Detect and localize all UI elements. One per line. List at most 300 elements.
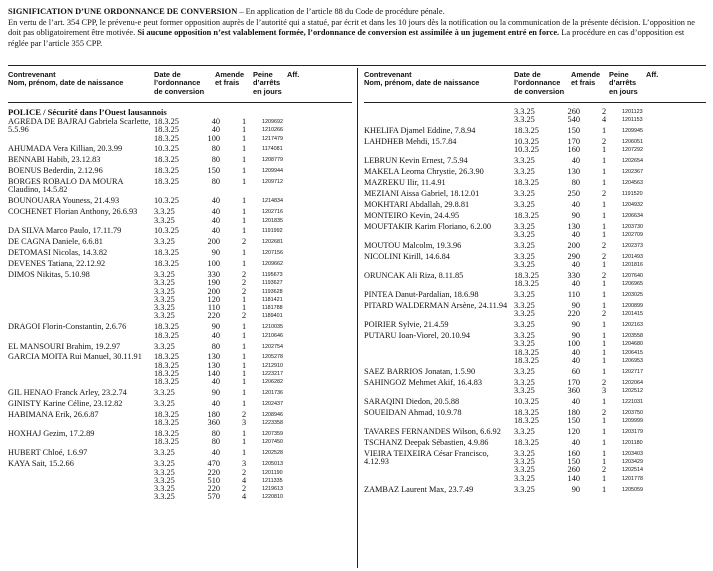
order-date: 18.3.25	[154, 133, 179, 143]
order-row	[154, 217, 352, 225]
order-row	[154, 208, 352, 216]
order-date: 3.3.25	[514, 221, 535, 231]
detention-days: 1	[242, 352, 247, 362]
fine-amount: 100	[567, 339, 580, 349]
order-row	[154, 400, 352, 408]
offender-name: AHUMADA Vera Killian, 20.3.99	[8, 144, 123, 154]
fine-amount: 170	[567, 137, 580, 147]
offender-entry	[364, 179, 706, 187]
col-peine: Peine d’arrêts en jours	[253, 70, 282, 96]
offender-name: BOUNOUARA Youness, 21.4.93	[8, 196, 120, 206]
offender-entry	[364, 223, 706, 240]
case-number: 1208779	[262, 157, 283, 164]
notice-body-plain: En vertu de l’art. 354 CPP, le prévenu-e peut former opposition auprès de l’autorité qui a statué, par écrit et dans les 10 jours dès la notification ou la communication de la présente décision. L’opposition ne doit pas obligatoirement être motivée.	[8, 17, 695, 38]
detention-days: 2	[602, 240, 607, 250]
order-date: 3.3.25	[154, 484, 175, 494]
offender-name: SOUEIDAN Ahmad, 10.9.78	[364, 407, 462, 417]
offender-entry	[364, 428, 706, 436]
offender-entry	[364, 190, 706, 198]
order-row	[514, 302, 706, 310]
offender-entry	[8, 323, 352, 340]
order-row	[514, 168, 706, 176]
case-number: 1202512	[622, 388, 643, 394]
offender-name: GIL HENAO Franck Arley, 23.2.74	[8, 388, 127, 398]
order-date: 18.3.25	[154, 322, 179, 332]
detention-days: 1	[602, 355, 607, 365]
order-row	[514, 409, 706, 417]
case-number: 1202717	[622, 368, 643, 375]
fine-amount: 160	[567, 145, 580, 155]
order-row	[514, 108, 706, 116]
case-number: 1193628	[262, 288, 283, 295]
order-row	[154, 353, 352, 361]
order-date: 3.3.25	[514, 320, 535, 330]
case-number: 1201493	[622, 253, 643, 260]
case-number: 1191520	[622, 190, 643, 197]
fine-amount: 220	[567, 309, 580, 319]
order-date: 3.3.25	[514, 115, 535, 125]
detention-days: 2	[242, 278, 247, 288]
order-date: 3.3.25	[514, 465, 535, 475]
case-number: 1201180	[622, 439, 643, 446]
case-number: 1204932	[622, 201, 643, 208]
order-date: 18.3.25	[514, 355, 539, 365]
order-row	[514, 368, 706, 376]
order-date: 18.3.25	[514, 210, 539, 220]
fine-amount: 130	[207, 360, 220, 370]
offender-entry	[364, 332, 706, 365]
case-number: 1202437	[262, 401, 283, 408]
detention-days: 3	[242, 459, 247, 469]
fine-amount: 330	[207, 269, 220, 279]
order-row	[514, 261, 706, 269]
detention-days: 1	[242, 248, 247, 258]
case-number: 1211335	[262, 477, 283, 484]
offender-entry	[364, 368, 706, 376]
order-date: 18.3.25	[154, 410, 179, 419]
case-number: 1203558	[622, 333, 643, 340]
offender-entry	[8, 227, 352, 235]
order-date: 3.3.25	[514, 156, 535, 166]
col-amende: Amende et frais	[571, 70, 601, 88]
order-row	[514, 201, 706, 209]
fine-amount: 40	[211, 226, 220, 236]
case-number: 1219613	[262, 486, 283, 493]
offender-name: MAKELA Leorna Chrystie, 26.3.90	[364, 167, 484, 177]
fine-amount: 540	[567, 115, 580, 125]
fine-amount: 80	[571, 178, 580, 188]
left-entry-list	[8, 118, 352, 502]
detention-days: 2	[242, 484, 247, 494]
order-row	[154, 249, 352, 257]
fine-amount: 150	[567, 457, 580, 467]
fine-amount: 40	[571, 279, 580, 289]
notice-body-end: La procédure en cas d’opposition est réglée par l’article 355 CPP.	[8, 28, 685, 48]
case-number: 1202064	[622, 379, 643, 386]
case-number: 1206051	[622, 139, 643, 146]
order-date: 3.3.25	[514, 377, 535, 387]
fine-amount: 90	[211, 248, 220, 258]
offender-entry	[364, 242, 706, 250]
case-number: 1203403	[622, 450, 643, 457]
fine-amount: 80	[211, 341, 220, 351]
detention-days: 1	[242, 429, 247, 439]
order-date: 18.3.25	[514, 347, 539, 357]
detention-days: 2	[602, 309, 607, 319]
detention-days: 1	[242, 369, 247, 379]
fine-amount: 130	[207, 352, 220, 362]
order-date: 10.3.25	[154, 196, 179, 206]
detention-days: 4	[242, 492, 247, 502]
order-date: 3.3.25	[514, 339, 535, 349]
case-number: 1201190	[262, 469, 283, 476]
order-row	[514, 231, 706, 239]
case-number: 1202716	[262, 209, 283, 216]
order-date: 18.3.25	[154, 259, 179, 269]
order-date: 18.3.25	[154, 369, 179, 379]
detention-days: 2	[242, 237, 247, 247]
case-number: 1209944	[262, 168, 283, 175]
case-number: 1209945	[622, 128, 643, 135]
order-date: 18.3.25	[514, 416, 539, 426]
detention-days: 1	[602, 300, 607, 310]
fine-amount: 40	[211, 207, 220, 217]
case-number: 1181421	[262, 296, 283, 303]
offender-entry	[364, 409, 706, 426]
case-number: 1210035	[262, 324, 283, 331]
fine-amount: 90	[571, 210, 580, 220]
header-divider	[8, 65, 706, 66]
offender-entry	[364, 168, 706, 176]
fine-amount: 40	[211, 399, 220, 409]
detention-days: 1	[242, 341, 247, 351]
order-row	[154, 430, 352, 438]
order-date: 3.3.25	[154, 475, 175, 485]
detention-days: 1	[602, 320, 607, 330]
order-row	[514, 450, 706, 458]
offender-entry	[364, 450, 706, 483]
detention-days: 1	[602, 210, 607, 220]
detention-days: 1	[242, 125, 247, 135]
detention-days: 1	[602, 347, 607, 357]
detention-days: 1	[242, 155, 247, 165]
order-date: 18.3.25	[154, 177, 179, 187]
fine-amount: 80	[211, 429, 220, 439]
detention-days: 1	[242, 448, 247, 458]
offender-entry	[364, 321, 706, 329]
offender-name: TAVARES FERNANDES Wilson, 6.6.92	[364, 426, 501, 436]
fine-amount: 60	[571, 366, 580, 376]
offender-entry	[8, 260, 352, 268]
fine-amount: 40	[571, 229, 580, 239]
order-row	[514, 212, 706, 220]
offender-name: HUBERT Chloé, 1.6.97	[8, 448, 88, 458]
order-row	[514, 223, 706, 231]
case-number: 1207292	[622, 147, 643, 154]
order-date: 3.3.25	[514, 366, 535, 376]
case-number: 1202528	[262, 450, 283, 457]
fine-amount: 80	[211, 177, 220, 187]
order-row	[514, 242, 706, 250]
order-date: 3.3.25	[154, 215, 175, 225]
order-date: 18.3.25	[154, 418, 179, 428]
fine-amount: 510	[207, 475, 220, 485]
order-row	[154, 411, 352, 419]
col-date: Date de l’ordonnance de conversion	[154, 70, 205, 96]
detention-days: 1	[602, 229, 607, 239]
left-table-header	[8, 68, 352, 103]
offender-entry	[8, 249, 352, 257]
offender-entry	[364, 379, 706, 396]
fine-amount: 130	[567, 221, 580, 231]
order-row	[154, 178, 352, 186]
fine-amount: 200	[207, 286, 220, 296]
fine-amount: 40	[211, 377, 220, 387]
case-number: 1205278	[262, 354, 283, 361]
case-number: 1206634	[622, 212, 643, 219]
detention-days: 1	[602, 331, 607, 341]
order-row	[514, 417, 706, 425]
order-row	[514, 310, 706, 318]
order-row	[514, 387, 706, 395]
detention-days: 1	[602, 259, 607, 269]
detention-days: 1	[602, 448, 607, 458]
offender-name: TSCHANZ Deepak Sébastien, 4.9.86	[364, 437, 489, 447]
order-row	[154, 167, 352, 175]
order-row	[154, 312, 352, 320]
fine-amount: 120	[567, 426, 580, 436]
order-date: 3.3.25	[154, 467, 175, 477]
order-row	[154, 118, 352, 126]
col-contrevenant: Contrevenant Nom, prénom, date de naissance	[8, 70, 124, 88]
offender-entry	[8, 389, 352, 397]
fine-amount: 250	[567, 188, 580, 198]
order-date: 10.3.25	[514, 396, 539, 406]
fine-amount: 40	[211, 125, 220, 135]
offender-entry	[8, 156, 352, 164]
order-date: 3.3.25	[514, 386, 535, 395]
order-row	[514, 332, 706, 340]
fine-amount: 570	[207, 492, 220, 502]
notice-title-suffix: – En application de l’article 88 du Code de procédure pénale.	[237, 7, 445, 16]
offender-name: DEVENES Tatiana, 22.12.92	[8, 259, 106, 269]
offender-name: DRAGOI Florin-Constantin, 2.6.76	[8, 322, 127, 332]
case-number: 1201153	[622, 117, 643, 124]
order-row	[514, 486, 706, 494]
offender-entry	[8, 430, 352, 447]
offender-name: BENNABI Habib, 23.12.83	[8, 155, 101, 165]
case-number: 1208946	[262, 412, 283, 418]
detention-days: 2	[602, 188, 607, 198]
order-row	[514, 138, 706, 146]
order-date: 18.3.25	[154, 125, 179, 135]
case-number: 1202754	[262, 343, 283, 350]
order-date: 3.3.25	[154, 448, 175, 458]
detention-days: 2	[242, 410, 247, 419]
detention-days: 2	[602, 407, 607, 417]
order-row	[154, 145, 352, 153]
offender-name: SAHINGOZ Mehmet Akif, 16.4.83	[364, 377, 482, 387]
offender-entry	[8, 353, 352, 386]
order-date: 3.3.25	[514, 331, 535, 341]
detention-days: 1	[602, 199, 607, 209]
offender-entry	[8, 411, 352, 428]
detention-days: 1	[242, 437, 247, 447]
fine-amount: 150	[567, 126, 580, 136]
fine-amount: 260	[567, 107, 580, 116]
detention-days: 1	[602, 145, 607, 155]
offender-name: BORGES ROBALO DA MOURA Claudino, 14.5.82	[8, 177, 124, 195]
order-date: 3.3.25	[154, 388, 175, 398]
col-contrevenant: Contrevenant Nom, prénom, date de naissance	[364, 70, 480, 88]
offender-name: DIMOS Nikitas, 5.10.98	[8, 269, 90, 279]
case-number: 1206965	[622, 281, 643, 288]
fine-amount: 40	[211, 117, 220, 126]
case-number: 1212910	[262, 362, 283, 369]
case-number: 1207450	[262, 439, 283, 446]
case-number: 1201778	[622, 475, 643, 482]
notice-body-bold: Si aucune opposition n’est valablement formée, l’ordonnance de conversion est assimilée à un jugement entré en force.	[137, 28, 560, 38]
offender-entry	[8, 271, 352, 321]
fine-amount: 160	[567, 448, 580, 458]
order-row	[154, 279, 352, 287]
order-date: 10.3.25	[514, 137, 539, 147]
order-row	[154, 271, 352, 279]
detention-days: 1	[242, 196, 247, 206]
detention-days: 1	[242, 303, 247, 313]
detention-days: 1	[242, 166, 247, 176]
fine-amount: 200	[567, 240, 580, 250]
order-date: 3.3.25	[154, 269, 175, 279]
offender-entry	[8, 145, 352, 153]
fine-amount: 200	[207, 237, 220, 247]
order-row	[154, 323, 352, 331]
offender-name: LAHDHEB Mehdi, 15.7.84	[364, 137, 457, 147]
case-number: 1204563	[622, 180, 643, 187]
order-date: 3.3.25	[514, 484, 535, 494]
offender-name: HABIMANA Erik, 26.6.87	[8, 410, 99, 419]
order-row	[154, 493, 352, 501]
offender-name: LEBRUN Kevin Ernest, 7.5.94	[364, 156, 468, 166]
offender-name: KHELIFA Djamel Eddine, 7.8.94	[364, 126, 476, 136]
detention-days: 1	[242, 133, 247, 143]
offender-name: NICOLINI Kirill, 14.6.84	[364, 251, 450, 261]
fine-amount: 40	[571, 199, 580, 209]
offender-name: MOKHTARI Abdallah, 29.8.81	[364, 199, 470, 209]
right-column	[364, 68, 706, 496]
order-row	[514, 116, 706, 124]
order-row	[514, 357, 706, 365]
order-row	[154, 438, 352, 446]
case-number: 1209692	[262, 119, 283, 125]
order-row	[514, 475, 706, 483]
order-date: 18.3.25	[514, 270, 539, 280]
detention-days: 1	[602, 426, 607, 436]
offender-name	[364, 108, 514, 125]
order-date: 3.3.25	[514, 473, 535, 483]
fine-amount: 220	[207, 311, 220, 321]
detention-days: 2	[602, 107, 607, 116]
order-row	[154, 477, 352, 485]
case-number: 1207359	[262, 431, 283, 438]
detention-days: 1	[602, 178, 607, 188]
case-number: 1206953	[622, 357, 643, 364]
order-date: 18.3.25	[514, 126, 539, 136]
fine-amount: 130	[567, 167, 580, 177]
offender-name: DE CAGNA Daniele, 6.6.81	[8, 237, 103, 247]
offender-entry	[364, 127, 706, 135]
offender-entry	[364, 108, 706, 125]
order-row	[514, 349, 706, 357]
case-number: 1189401	[262, 313, 283, 320]
case-number: 1205059	[622, 486, 643, 493]
order-date: 3.3.25	[514, 300, 535, 310]
detention-days: 1	[242, 144, 247, 154]
detention-days: 1	[242, 388, 247, 398]
offender-entry	[8, 118, 352, 143]
fine-amount: 80	[211, 437, 220, 447]
order-row	[154, 460, 352, 468]
offender-entry	[364, 138, 706, 155]
detention-days: 1	[242, 360, 247, 370]
order-date: 3.3.25	[514, 188, 535, 198]
order-date: 3.3.25	[514, 426, 535, 436]
order-date: 10.3.25	[514, 145, 539, 155]
order-row	[514, 253, 706, 261]
fine-amount: 110	[207, 303, 220, 313]
section-title: POLICE / Sécurité dans l’Ouest lausannois	[8, 107, 167, 117]
offender-entry	[364, 439, 706, 447]
order-row	[514, 340, 706, 348]
offender-name: MAZREKU Ilir, 11.4.91	[364, 178, 446, 188]
detention-days: 2	[602, 270, 607, 280]
offender-name: AGREDA DE BAJRAJ Gabriela Scarlette, 5.5.96	[8, 117, 151, 135]
col-peine: Peine d’arrêts en jours	[609, 70, 638, 96]
order-date: 3.3.25	[154, 286, 175, 296]
order-date: 3.3.25	[514, 309, 535, 319]
detention-days: 1	[242, 207, 247, 217]
order-date: 18.3.25	[154, 248, 179, 258]
offender-name: GINISTY Karine Céline, 23.12.82	[8, 399, 123, 409]
right-table-header	[364, 68, 706, 103]
fine-amount: 90	[571, 331, 580, 341]
fine-amount: 100	[207, 259, 220, 269]
fine-amount: 290	[567, 251, 580, 261]
offender-entry	[364, 212, 706, 220]
order-row	[514, 398, 706, 406]
detention-days: 1	[242, 177, 247, 187]
order-row	[154, 126, 352, 134]
order-date: 3.3.25	[514, 448, 535, 458]
order-date: 18.3.25	[154, 377, 179, 387]
case-number: 1206415	[622, 349, 643, 356]
order-date: 3.3.25	[154, 311, 175, 321]
order-row	[154, 288, 352, 296]
offender-entry	[8, 208, 352, 225]
case-number: 1201816	[622, 261, 643, 268]
offender-entry	[8, 400, 352, 408]
fine-amount: 90	[211, 388, 220, 398]
detention-days: 1	[602, 279, 607, 289]
case-number: 1202373	[622, 242, 643, 249]
fine-amount: 40	[211, 215, 220, 225]
fine-amount: 90	[571, 484, 580, 494]
order-date: 3.3.25	[514, 290, 535, 300]
fine-amount: 140	[207, 369, 220, 379]
order-date: 18.3.25	[154, 360, 179, 370]
order-date: 18.3.25	[514, 279, 539, 289]
offender-entry	[364, 201, 706, 209]
